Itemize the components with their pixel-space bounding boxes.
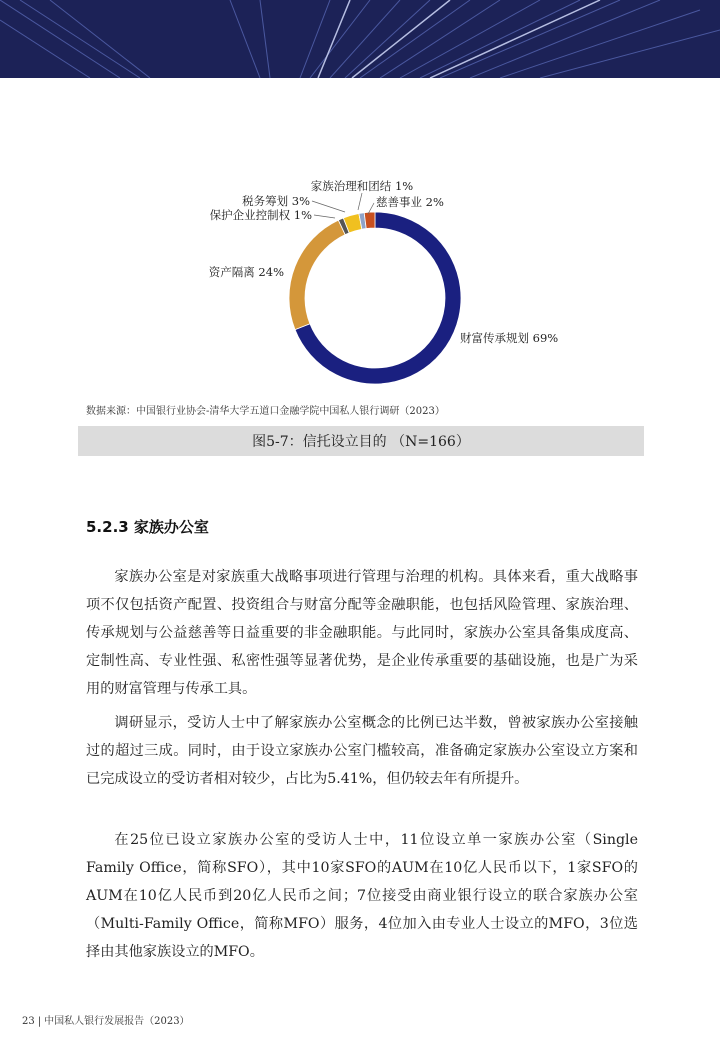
paragraph-1: 家族办公室是对家族重大战略事项进行管理与治理的机构。具体来看，重大战略事项不仅包括资产配置、投资组合与财富分配等金融职能，也包括风险管理、家族治理、传承规划与公益慈善等日益重要的非金融职能。与此同时，家族办公室具备集成度高、定制性高、专业性强、私密性强等显著优势，是企业传承重要的基础设施，也是广为采用的财富管理与传承工具。 <box>86 569 638 697</box>
slice-label: 资产隔离 24% <box>208 265 284 279</box>
leader-line <box>314 215 335 218</box>
page-number: 23 <box>22 1016 35 1027</box>
leader-line <box>312 201 345 212</box>
source-note: 数据来源：中国银行业协会-清华大学五道口金融学院中国私人银行调研（2023） <box>86 406 445 417</box>
figure-caption <box>78 426 644 456</box>
slice-label: 慈善事业 2% <box>376 195 444 209</box>
donut-slice <box>364 212 375 229</box>
paragraph-2: 调研显示，受访人士中了解家族办公室概念的比例已达半数，曾被家族办公室接触过的超过三成。同时，由于设立家族办公室门槛较高，准备确定家族办公室设立方案和已完成设立的受访者相对较少，占比为5.41%，但仍较去年有所提升。 <box>86 715 638 787</box>
paragraph-3: 在25位已设立家族办公室的受访人士中，11位设立单一家族办公室（Single Family Office，简称SFO），其中10家SFO的AUM在10亿人民币以下，1家SFO的AUM在10亿人民币到20亿人民币之间；7位接受由商业银行设立的联合家族办公室（Multi-Family Office，简称MFO）服务，4位加入由专业人士设立的MFO，3位选择由其他家族设立的MFO。 <box>86 832 638 960</box>
figure-caption-text: 图5-7：信托设立目的 （N=166） <box>252 434 470 450</box>
slice-label: 家族治理和团结 1% <box>310 179 414 193</box>
section-heading: 5.2.3 家族办公室 <box>86 518 209 536</box>
footer-separator: | <box>37 1016 42 1027</box>
donut-chart <box>0 0 720 400</box>
report-title: 中国私人银行发展报告（2023） <box>44 1016 190 1027</box>
slice-label: 税务筹划 3% <box>242 194 310 208</box>
slice-label: 财富传承规划 69% <box>460 331 559 345</box>
page-footer <box>22 1012 190 1027</box>
donut-slice <box>289 220 345 329</box>
slice-label: 保护企业控制权 1% <box>209 208 312 222</box>
leader-line <box>358 193 362 210</box>
